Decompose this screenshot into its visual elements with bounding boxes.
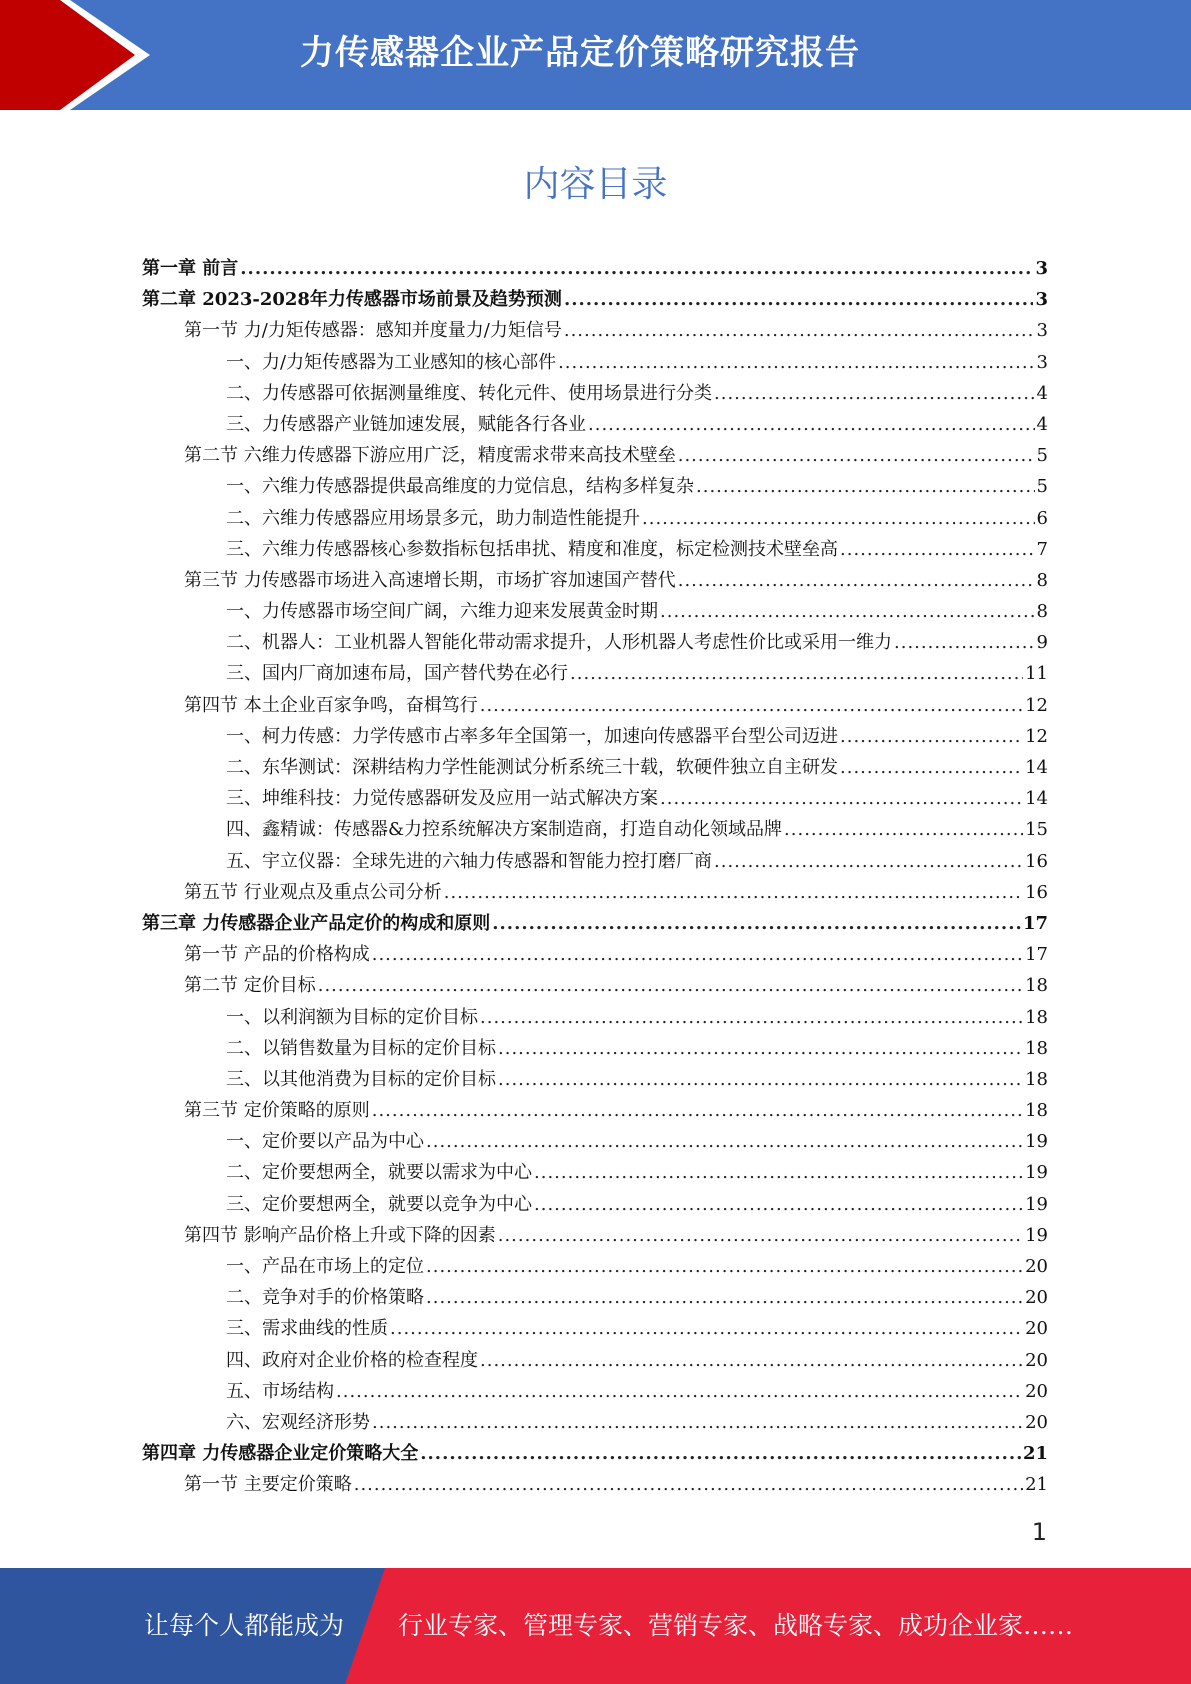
- toc-entry[interactable]: [142, 939, 1048, 970]
- toc-entry-title: 第四章 力传感器企业定价策略大全: [142, 1443, 419, 1465]
- toc-entry[interactable]: [142, 970, 1048, 1001]
- toc-entry-page: 4: [1036, 382, 1048, 404]
- toc-leader-dots: [784, 814, 1023, 845]
- toc-leader-dots: [642, 503, 1035, 534]
- toc-entry[interactable]: [142, 658, 1048, 689]
- toc-entry-title: 二、以销售数量为目标的定价目标: [226, 1037, 496, 1059]
- toc-entry-title: 五、宇立仪器：全球先进的六轴力传感器和智能力控打磨厂商: [226, 850, 712, 872]
- toc-leader-dots: [444, 877, 1023, 908]
- toc-entry-title: 三、需求曲线的性质: [226, 1318, 388, 1340]
- toc-entry-page: 20: [1025, 1380, 1048, 1402]
- toc-leader-dots: [588, 409, 1035, 440]
- toc-heading: 内容目录: [523, 164, 668, 205]
- toc-entry-title: 三、以其他消费为目标的定价目标: [226, 1068, 496, 1090]
- toc-entry-title: 一、柯力传感：力学传感市占率多年全国第一，加速向传感器平台型公司迈进: [226, 725, 838, 747]
- toc-leader-dots: [372, 939, 1023, 970]
- toc-leader-dots: [498, 1220, 1023, 1251]
- toc-leader-dots: [714, 378, 1035, 409]
- footer-slogan-right: 行业专家、管理专家、营销专家、战略专家、成功企业家……: [398, 1611, 1074, 1640]
- toc-entry[interactable]: [142, 1095, 1048, 1126]
- toc-entry-page: 18: [1025, 1006, 1048, 1028]
- toc-entry-title: 五、市场结构: [226, 1380, 334, 1402]
- toc-entry-page: 20: [1025, 1287, 1048, 1309]
- toc-leader-dots: [696, 471, 1035, 502]
- toc-entry[interactable]: [142, 534, 1048, 565]
- toc-entry-page: 14: [1025, 788, 1048, 810]
- toc-entry-page: 21: [1025, 1474, 1048, 1496]
- toc-entry-title: 四、鑫精诚：传感器&力控系统解决方案制造商，打造自动化领域品牌: [226, 819, 783, 841]
- table-of-contents: [142, 253, 1048, 1501]
- toc-entry[interactable]: [142, 347, 1048, 378]
- toc-entry-page: 17: [1025, 944, 1048, 966]
- toc-entry[interactable]: [142, 1064, 1048, 1095]
- toc-entry-page: 5: [1036, 445, 1048, 467]
- report-title: 力传感器企业产品定价策略研究报告: [300, 33, 860, 73]
- toc-entry-page: 16: [1025, 850, 1048, 872]
- toc-entry-page: 16: [1025, 881, 1048, 903]
- toc-entry[interactable]: [142, 1282, 1048, 1313]
- toc-entry-page: 19: [1025, 1131, 1048, 1153]
- toc-entry[interactable]: [142, 1345, 1048, 1376]
- toc-leader-dots: [840, 534, 1035, 565]
- toc-leader-dots: [678, 565, 1035, 596]
- toc-entry[interactable]: [142, 378, 1048, 409]
- toc-entry-page: 14: [1025, 757, 1048, 778]
- toc-entry[interactable]: [142, 253, 1048, 284]
- toc-entry-title: 二、东华测试：深耕结构力学性能测试分析系统三十载，软硬件独立自主研发: [226, 757, 838, 778]
- toc-entry-page: 15: [1025, 819, 1048, 841]
- toc-entry-title: 第四节 本土企业百家争鸣，奋楫笃行: [184, 694, 478, 716]
- toc-entry-title: 二、定价要想两全，就要以需求为中心: [226, 1162, 532, 1184]
- toc-leader-dots: [840, 721, 1023, 752]
- toc-leader-dots: [480, 1002, 1023, 1033]
- toc-leader-dots: [336, 1376, 1023, 1407]
- toc-leader-dots: [660, 596, 1035, 627]
- toc-entry-title: 第一章 前言: [142, 258, 239, 279]
- toc-leader-dots: [240, 253, 1033, 284]
- toc-entry-page: 12: [1025, 694, 1048, 716]
- toc-entry[interactable]: [142, 846, 1048, 877]
- toc-entry-page: 18: [1025, 1100, 1048, 1122]
- toc-leader-dots: [714, 846, 1023, 877]
- toc-leader-dots: [498, 1033, 1023, 1064]
- toc-entry-title: 三、定价要想两全，就要以竞争为中心: [226, 1193, 532, 1215]
- toc-leader-dots: [354, 1469, 1023, 1500]
- toc-entry[interactable]: [142, 1438, 1048, 1469]
- header-arrow-decoration: [0, 0, 160, 110]
- toc-entry-title: 一、力/力矩传感器为工业感知的核心部件: [226, 351, 557, 373]
- toc-leader-dots: [660, 783, 1023, 814]
- toc-entry-title: 第三章 力传感器企业产品定价的构成和原则: [142, 912, 491, 934]
- toc-leader-dots: [894, 627, 1035, 658]
- toc-entry-title: 第五节 行业观点及重点公司分析: [184, 881, 442, 903]
- toc-entry-title: 三、坤维科技：力觉传感器研发及应用一站式解决方案: [226, 788, 658, 810]
- toc-entry[interactable]: [142, 1126, 1048, 1157]
- toc-entry-title: 第四节 影响产品价格上升或下降的因素: [184, 1224, 496, 1246]
- toc-leader-dots: [426, 1251, 1023, 1282]
- toc-entry-page: 3: [1035, 258, 1048, 279]
- toc-entry-title: 第一节 主要定价策略: [184, 1474, 352, 1496]
- toc-entry[interactable]: [142, 1407, 1048, 1438]
- toc-entry-title: 第二节 六维力传感器下游应用广泛，精度需求带来高技术壁垒: [184, 445, 676, 467]
- toc-entry-title: 一、产品在市场上的定位: [226, 1256, 424, 1277]
- toc-leader-dots: [678, 440, 1035, 471]
- toc-entry-page: 18: [1025, 1068, 1048, 1090]
- toc-entry[interactable]: [142, 1033, 1048, 1064]
- toc-entry[interactable]: [142, 315, 1048, 346]
- toc-leader-dots: [564, 284, 1034, 315]
- toc-entry-title: 第三节 定价策略的原则: [184, 1100, 370, 1122]
- toc-entry[interactable]: [142, 596, 1048, 627]
- header-banner: [0, 0, 1191, 110]
- toc-entry-title: 二、六维力传感器应用场景多元，助力制造性能提升: [226, 507, 640, 529]
- toc-leader-dots: [426, 1126, 1023, 1157]
- toc-entry[interactable]: [142, 752, 1048, 783]
- toc-entry-page: 19: [1025, 1193, 1048, 1215]
- toc-entry-page: 4: [1036, 413, 1048, 435]
- toc-entry-title: 第一节 产品的价格构成: [184, 944, 370, 966]
- toc-leader-dots: [840, 752, 1023, 783]
- toc-entry-title: 四、政府对企业价格的检查程度: [226, 1349, 478, 1371]
- toc-leader-dots: [426, 1282, 1023, 1313]
- toc-leader-dots: [558, 347, 1034, 378]
- toc-entry[interactable]: [142, 284, 1048, 315]
- toc-entry-title: 第三节 力传感器市场进入高速增长期，市场扩容加速国产替代: [184, 569, 676, 591]
- toc-leader-dots: [492, 908, 1021, 939]
- toc-entry[interactable]: [142, 440, 1048, 471]
- toc-entry[interactable]: [142, 1002, 1048, 1033]
- toc-entry-page: 19: [1025, 1224, 1048, 1246]
- toc-entry-page: 8: [1036, 601, 1048, 623]
- toc-entry-title: 六、宏观经济形势: [226, 1411, 370, 1433]
- toc-entry-title: 一、以利润额为目标的定价目标: [226, 1006, 478, 1028]
- toc-leader-dots: [534, 1157, 1023, 1188]
- toc-leader-dots: [534, 1189, 1023, 1220]
- toc-entry-page: 7: [1036, 538, 1048, 560]
- toc-entry[interactable]: [142, 1189, 1048, 1220]
- toc-entry-title: 三、六维力传感器核心参数指标包括串扰、精度和准度，标定检测技术壁垒高: [226, 538, 838, 560]
- toc-leader-dots: [498, 1064, 1023, 1095]
- toc-entry[interactable]: [142, 1157, 1048, 1188]
- toc-leader-dots: [318, 970, 1023, 1001]
- toc-entry-page: 3: [1035, 289, 1048, 311]
- footer-slogan-left: 让每个人都能成为: [144, 1611, 345, 1640]
- toc-entry-title: 二、机器人：工业机器人智能化带动需求提升，人形机器人考虑性价比或采用一维力: [226, 632, 892, 654]
- toc-entry-page: 18: [1025, 975, 1048, 997]
- toc-entry-title: 三、国内厂商加速布局，国产替代势在必行: [226, 663, 568, 685]
- toc-leader-dots: [480, 690, 1023, 721]
- footer-banner: [0, 1568, 1191, 1684]
- toc-entry-page: 20: [1025, 1411, 1048, 1433]
- toc-leader-dots: [390, 1313, 1023, 1344]
- toc-entry[interactable]: [142, 721, 1048, 752]
- toc-leader-dots: [420, 1438, 1021, 1469]
- toc-leader-dots: [570, 658, 1023, 689]
- toc-leader-dots: [372, 1095, 1023, 1126]
- toc-entry-page: 20: [1025, 1349, 1048, 1371]
- toc-entry[interactable]: [142, 877, 1048, 908]
- toc-entry[interactable]: [142, 1376, 1048, 1407]
- toc-entry-title: 一、定价要以产品为中心: [226, 1131, 424, 1153]
- toc-entry[interactable]: [142, 814, 1048, 845]
- toc-entry-page: 19: [1025, 1162, 1048, 1184]
- toc-entry[interactable]: [142, 783, 1048, 814]
- toc-entry-page: 3: [1036, 320, 1048, 342]
- toc-entry-title: 一、力传感器市场空间广阔，六维力迎来发展黄金时期: [226, 601, 658, 623]
- toc-entry[interactable]: [142, 1313, 1048, 1344]
- toc-leader-dots: [480, 1345, 1023, 1376]
- toc-entry-title: 三、力传感器产业链加速发展，赋能各行各业: [226, 413, 586, 435]
- toc-entry-page: 5: [1036, 476, 1048, 498]
- toc-entry-page: 8: [1036, 569, 1048, 591]
- toc-entry-page: 18: [1025, 1037, 1048, 1059]
- toc-entry-page: 11: [1025, 663, 1048, 685]
- toc-entry-title: 第二章 2023-2028年力传感器市场前景及趋势预测: [142, 289, 562, 311]
- toc-entry-page: 17: [1022, 912, 1048, 934]
- toc-entry[interactable]: [142, 627, 1048, 658]
- toc-entry-page: 20: [1025, 1318, 1048, 1340]
- toc-entry-page: 20: [1025, 1256, 1048, 1277]
- toc-entry[interactable]: [142, 503, 1048, 534]
- toc-entry-title: 第一节 力/力矩传感器：感知并度量力/力矩信号: [184, 320, 562, 342]
- toc-entry[interactable]: [142, 1251, 1048, 1282]
- toc-entry-page: 3: [1036, 351, 1048, 373]
- toc-entry-title: 二、力传感器可依据测量维度、转化元件、使用场景进行分类: [226, 382, 712, 404]
- toc-entry[interactable]: [142, 409, 1048, 440]
- toc-entry-title: 第二节 定价目标: [184, 975, 316, 997]
- toc-entry[interactable]: [142, 908, 1048, 939]
- toc-entry-page: 6: [1036, 507, 1048, 529]
- toc-entry-page: 12: [1025, 725, 1048, 747]
- toc-entry-title: 二、竞争对手的价格策略: [226, 1287, 424, 1309]
- toc-entry[interactable]: [142, 471, 1048, 502]
- toc-leader-dots: [372, 1407, 1023, 1438]
- toc-entry[interactable]: [142, 1469, 1048, 1500]
- toc-entry-page: 9: [1036, 632, 1048, 654]
- toc-entry[interactable]: [142, 565, 1048, 596]
- page-number: 1: [1031, 1518, 1047, 1546]
- toc-entry[interactable]: [142, 1220, 1048, 1251]
- toc-leader-dots: [564, 315, 1035, 346]
- toc-entry-page: 21: [1022, 1443, 1048, 1465]
- toc-entry-title: 一、六维力传感器提供最高维度的力觉信息，结构多样复杂: [226, 476, 694, 498]
- toc-entry[interactable]: [142, 690, 1048, 721]
